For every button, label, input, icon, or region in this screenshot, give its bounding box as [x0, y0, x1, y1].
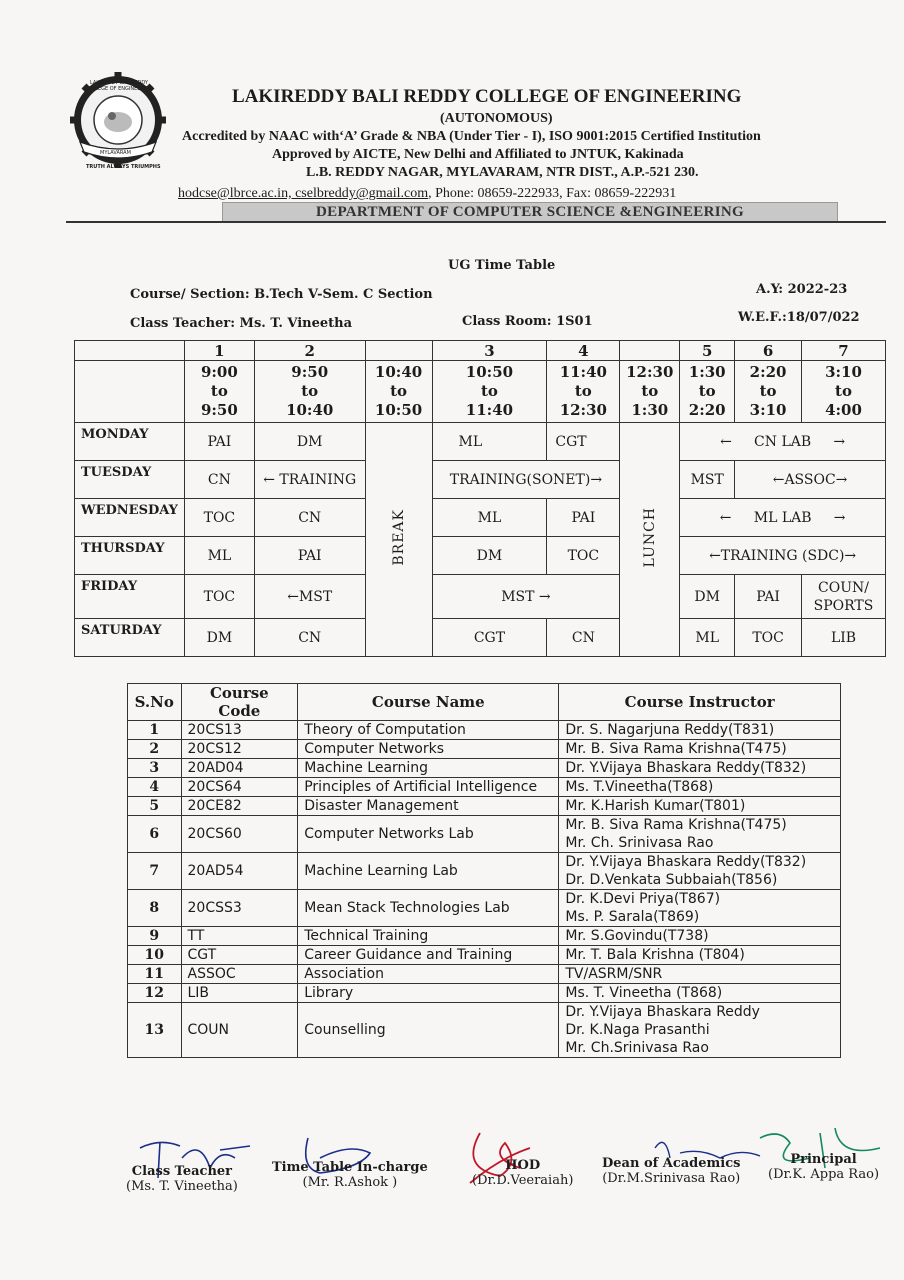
lunch-label: LUNCH — [641, 507, 658, 568]
logo-banner: TRUTH ALWAYS TRIUMPHS — [86, 164, 161, 170]
period-5: 5 — [680, 341, 735, 361]
contact-line — [178, 186, 676, 202]
sig-hod: HOD (Dr.D.Veeraiah) — [472, 1158, 574, 1188]
slot-cell: ML — [432, 423, 547, 461]
college-name: LAKIREDDY BALI REDDY COLLEGE OF ENGINEERING — [232, 86, 742, 107]
slot-cell: CN — [184, 461, 254, 499]
table-row: 9 TT Technical Training Mr. S.Govindu(T738) — [128, 927, 841, 946]
table-row: 4 20CS64 Principles of Artificial Intelligence Ms. T.Vineetha(T868) — [128, 778, 841, 797]
slot-cell: ←ASSOC→ — [735, 461, 886, 499]
slot-cell: PAI — [254, 537, 365, 575]
break-column — [365, 423, 432, 657]
table-row: 12 LIB Library Ms. T. Vineetha (T868) — [128, 984, 841, 1003]
time-row — [75, 361, 886, 423]
slot-cell: ML — [432, 499, 547, 537]
table-row: 6 20CS60 Computer Networks Lab Mr. B. Siva Rama Krishna(T475) Mr. Ch. Srinivasa Rao — [128, 816, 841, 853]
corner-cell — [75, 341, 185, 361]
table-row: 11 ASSOC Association TV/ASRM/SNR — [128, 965, 841, 984]
approval-line: Approved by AICTE, New Delhi and Affiliated to JNTUK, Kakinada — [272, 147, 684, 162]
time-p3: 10:50 to 11:40 — [432, 361, 547, 423]
slot-cell: ← TRAINING — [254, 461, 365, 499]
slot-cell: CGT — [547, 423, 620, 461]
slot-cell: ML — [680, 619, 735, 657]
slot-cell: LIB — [802, 619, 886, 657]
logo-text-bottom: MYLAVARAM — [100, 150, 131, 156]
table-row: 13 COUN Counselling Dr. Y.Vijaya Bhaskara Reddy Dr. K.Naga Prasanthi Mr. Ch.Srinivasa Rao — [128, 1003, 841, 1058]
wef-date: W.E.F.:18/07/022 — [738, 310, 860, 325]
slot-cell: DM — [432, 537, 547, 575]
lunch-header — [620, 341, 680, 361]
period-number-row — [75, 341, 886, 361]
time-p2: 9:50 to 10:40 — [254, 361, 365, 423]
slot-cell: TRAINING(SONET)→ — [432, 461, 620, 499]
slot-cell: ← CN LAB → — [680, 423, 886, 461]
slot-cell: CGT — [432, 619, 547, 657]
table-row: 8 20CSS3 Mean Stack Technologies Lab Dr. K.Devi Priya(T867) Ms. P. Sarala(T869) — [128, 890, 841, 927]
time-p5: 1:30 to 2:20 — [680, 361, 735, 423]
slot-cell: ← ML LAB → — [680, 499, 886, 537]
sig-timetable-incharge: Time Table In-charge (Mr. R.Ashok ) — [272, 1160, 428, 1190]
slot-cell: TOC — [184, 499, 254, 537]
course-section: Course/ Section: B.Tech V-Sem. C Section — [130, 287, 433, 302]
sig-dean: Dean of Academics (Dr.M.Srinivasa Rao) — [602, 1156, 741, 1186]
time-break: 10:40 to 10:50 — [365, 361, 432, 423]
day-label: SATURDAY — [75, 619, 185, 657]
period-3: 3 — [432, 341, 547, 361]
time-p6: 2:20 to 3:10 — [735, 361, 802, 423]
row-monday — [75, 423, 886, 461]
slot-cell: COUN/ SPORTS — [802, 575, 886, 619]
col-code: Course Code — [181, 684, 298, 721]
address-line: L.B. REDDY NAGAR, MYLAVARAM, NTR DIST., A.P.-521 230. — [306, 165, 699, 180]
period-4: 4 — [547, 341, 620, 361]
class-teacher: Class Teacher: Ms. T. Vineetha — [130, 316, 353, 331]
period-2: 2 — [254, 341, 365, 361]
table-row: 5 20CE82 Disaster Management Mr. K.Harish Kumar(T801) — [128, 797, 841, 816]
row-friday — [75, 575, 886, 619]
time-p1: 9:00 to 9:50 — [184, 361, 254, 423]
period-7: 7 — [802, 341, 886, 361]
page-title: UG Time Table — [448, 258, 556, 273]
row-thursday — [75, 537, 886, 575]
break-header — [365, 341, 432, 361]
slot-cell: DM — [254, 423, 365, 461]
col-instructor: Course Instructor — [559, 684, 841, 721]
break-label: BREAK — [390, 509, 407, 566]
slot-cell: DM — [184, 619, 254, 657]
time-p7: 3:10 to 4:00 — [802, 361, 886, 423]
table-row: 1 20CS13 Theory of Computation Dr. S. Nagarjuna Reddy(T831) — [128, 721, 841, 740]
col-sno: S.No — [128, 684, 182, 721]
table-row: 7 20AD54 Machine Learning Lab Dr. Y.Vijaya Bhaskara Reddy(T832) Dr. D.Venkata Subbaiah(T856) — [128, 853, 841, 890]
slot-cell: CN — [254, 499, 365, 537]
slot-cell: CN — [254, 619, 365, 657]
col-name: Course Name — [298, 684, 559, 721]
day-label: TUESDAY — [75, 461, 185, 499]
time-corner — [75, 361, 185, 423]
slot-cell: MST → — [432, 575, 620, 619]
row-tuesday — [75, 461, 886, 499]
slot-cell: MST — [680, 461, 735, 499]
logo-text-top: LAKIREDDY BALIREDDY COLLEGE OF ENGINEERING — [84, 80, 154, 92]
slot-cell: CN — [547, 619, 620, 657]
table-row: 10 CGT Career Guidance and Training Mr. T. Bala Krishna (T804) — [128, 946, 841, 965]
slot-cell: PAI — [735, 575, 802, 619]
row-wednesday — [75, 499, 886, 537]
sig-class-teacher: Class Teacher (Ms. T. Vineetha) — [126, 1164, 238, 1194]
period-1: 1 — [184, 341, 254, 361]
course-table — [127, 683, 841, 1058]
autonomous-label: (AUTONOMOUS) — [440, 111, 553, 126]
day-label: MONDAY — [75, 423, 185, 461]
slot-cell: PAI — [547, 499, 620, 537]
slot-cell: ML — [184, 537, 254, 575]
department-banner: DEPARTMENT OF COMPUTER SCIENCE &ENGINEERING — [222, 202, 838, 222]
period-6: 6 — [735, 341, 802, 361]
email-links[interactable]: hodcse@lbrce.ac.in, cselbreddy@gmail.com — [178, 186, 429, 201]
time-lunch: 12:30 to 1:30 — [620, 361, 680, 423]
day-label: FRIDAY — [75, 575, 185, 619]
table-row: 3 20AD04 Machine Learning Dr. Y.Vijaya Bhaskara Reddy(T832) — [128, 759, 841, 778]
day-label: WEDNESDAY — [75, 499, 185, 537]
timetable — [74, 340, 886, 657]
table-row: 2 20CS12 Computer Networks Mr. B. Siva Rama Krishna(T475) — [128, 740, 841, 759]
slot-cell: TOC — [184, 575, 254, 619]
header-divider — [66, 221, 886, 223]
course-table-header — [128, 684, 841, 721]
phone-fax: , Phone: 08659-222933, Fax: 08659-222931 — [428, 186, 677, 201]
slot-cell: DM — [680, 575, 735, 619]
slot-cell: TOC — [735, 619, 802, 657]
class-room: Class Room: 1S01 — [462, 314, 593, 329]
slot-cell: ←TRAINING (SDC)→ — [680, 537, 886, 575]
day-label: THURSDAY — [75, 537, 185, 575]
academic-year: A.Y: 2022-23 — [756, 282, 848, 297]
accreditation-line: Accredited by NAAC with‘A’ Grade & NBA (Under Tier - I), ISO 9001:2015 Certified Institution — [182, 129, 761, 144]
slot-cell: ←MST — [254, 575, 365, 619]
time-p4: 11:40 to 12:30 — [547, 361, 620, 423]
lunch-column — [620, 423, 680, 657]
row-saturday — [75, 619, 886, 657]
slot-cell: PAI — [184, 423, 254, 461]
slot-cell: TOC — [547, 537, 620, 575]
sig-principal: Principal (Dr.K. Appa Rao) — [768, 1152, 880, 1182]
